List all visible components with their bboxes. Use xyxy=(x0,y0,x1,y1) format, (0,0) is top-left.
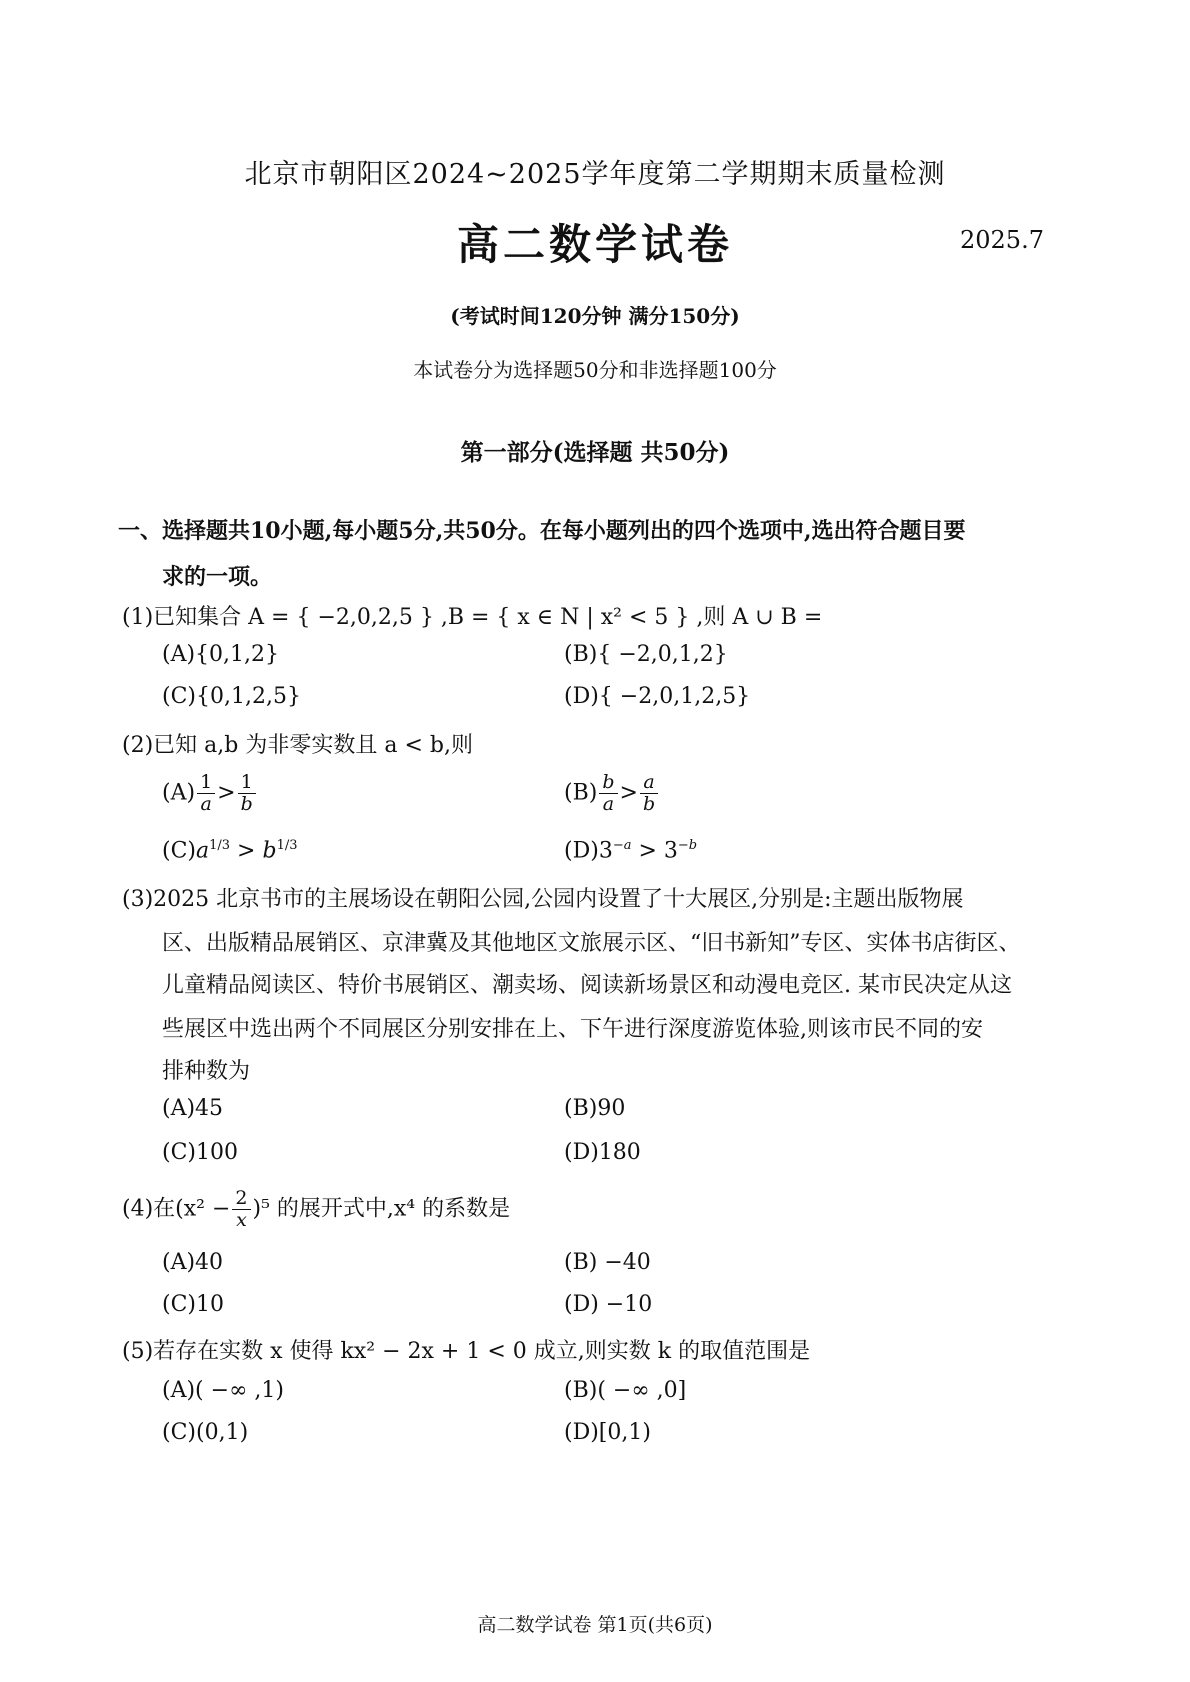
operator: > xyxy=(631,838,664,864)
fraction xyxy=(238,772,256,815)
question-2-option-c xyxy=(162,838,297,863)
question-4-option-b: (B) −40 xyxy=(564,1250,651,1275)
question-5-stem: (5)若存在实数 x 使得 kx² − 2x + 1 < 0 成立,则实数 k 的取值范围是 xyxy=(122,1339,811,1364)
fraction-denominator: b xyxy=(240,792,253,815)
question-4-option-c: (C)10 xyxy=(162,1292,224,1317)
question-3-option-b: (B)90 xyxy=(564,1096,626,1121)
power-exponent: 1/3 xyxy=(276,838,298,853)
question-1-option-c: (C){0,1,2,5} xyxy=(162,684,301,709)
operator: > xyxy=(217,780,236,806)
power-base: 3 xyxy=(598,838,613,864)
question-2-option-d xyxy=(564,838,697,863)
fraction-numerator: 1 xyxy=(197,772,215,794)
fraction-numerator: 1 xyxy=(238,772,256,794)
question-3-option-c: (C)100 xyxy=(162,1140,238,1165)
exam-info: (考试时间120分钟 满分150分) xyxy=(450,304,740,328)
page-title: 高二数学试卷 xyxy=(456,220,733,269)
power-base: 3 xyxy=(663,838,678,864)
instruction-line: 一、选择题共10小题,每小题5分,共50分。在每小题列出的四个选项中,选出符合题目要 xyxy=(118,518,966,544)
option-label: (B) xyxy=(564,780,598,806)
question-2-option-a xyxy=(162,772,258,815)
fraction-denominator: b xyxy=(642,792,656,815)
option-label: (D) xyxy=(564,838,599,864)
question-2-stem: (2)已知 a,b 为非零实数且 a < b,则 xyxy=(122,733,473,758)
question-1-option-a: (A){0,1,2} xyxy=(162,642,280,667)
question-4-option-a: (A)40 xyxy=(162,1250,224,1275)
power-exponent: 1/3 xyxy=(209,838,231,853)
question-5-option-c: (C)(0,1) xyxy=(162,1420,249,1445)
operator: > xyxy=(230,838,263,864)
power-base: a xyxy=(196,838,210,864)
option-label: (C) xyxy=(162,838,196,864)
part-title: 第一部分(选择题 共50分) xyxy=(460,439,730,466)
power-exponent: −a xyxy=(612,838,632,853)
score-note: 本试卷分为选择题50分和非选择题100分 xyxy=(413,358,777,382)
power-base: b xyxy=(262,838,277,864)
question-3-option-a: (A)45 xyxy=(162,1096,224,1121)
question-4-stem xyxy=(122,1188,510,1231)
question-3-line: 排种数为 xyxy=(162,1059,251,1084)
question-5-option-d: (D)[0,1) xyxy=(564,1420,651,1445)
option-label: (A) xyxy=(162,780,196,806)
question-5-option-b: (B)( −∞ ,0] xyxy=(564,1378,687,1403)
exam-header: 北京市朝阳区2024~2025学年度第二学期期末质量检测 xyxy=(244,159,946,190)
question-3-line: 区、出版精品展销区、京津冀及其他地区文旅展示区、“旧书新知”专区、实体书店街区、 xyxy=(162,931,1021,956)
question-3-option-d: (D)180 xyxy=(564,1140,641,1165)
fraction-numerator: a xyxy=(640,772,657,794)
fraction xyxy=(599,772,617,815)
question-3-line: 儿童精品阅读区、特价书展销区、潮卖场、阅读新场景区和动漫电竞区. 某市民决定从这 xyxy=(162,973,1012,998)
fraction-denominator: a xyxy=(200,792,212,815)
stem-text: )⁵ 的展开式中,x⁴ 的系数是 xyxy=(252,1196,511,1222)
question-2-option-b xyxy=(564,772,660,815)
question-5-option-a: (A)( −∞ ,1) xyxy=(162,1378,284,1403)
power-exponent: −b xyxy=(677,838,698,853)
page-footer: 高二数学试卷 第1页(共6页) xyxy=(477,1614,713,1636)
question-3-line: 些展区中选出两个不同展区分别安排在上、下午进行深度游览体验,则该市民不同的安 xyxy=(162,1017,983,1042)
fraction-numerator: 2 xyxy=(232,1188,250,1210)
fraction xyxy=(197,772,215,815)
instruction-line: 求的一项。 xyxy=(162,564,273,590)
fraction-denominator: a xyxy=(602,792,615,815)
question-4-option-d: (D) −10 xyxy=(564,1292,653,1317)
question-1-option-d: (D){ −2,0,1,2,5} xyxy=(564,684,751,709)
question-1-stem: (1)已知集合 A = { −2,0,2,5 } ,B = { x ∈ N | x² < 5 } ,则 A ∪ B = xyxy=(122,605,823,630)
question-3-line: (3)2025 北京书市的主展场设在朝阳公园,公园内设置了十大展区,分别是:主题出版物展 xyxy=(122,887,964,912)
fraction-numerator: b xyxy=(599,772,617,794)
fraction xyxy=(640,772,658,815)
fraction xyxy=(232,1188,250,1231)
exam-date: 2025.7 xyxy=(960,226,1044,254)
stem-text: (4)在(x² − xyxy=(122,1196,231,1222)
question-1-option-b: (B){ −2,0,1,2} xyxy=(564,642,728,667)
fraction-denominator: x xyxy=(236,1208,247,1231)
operator: > xyxy=(619,780,638,806)
